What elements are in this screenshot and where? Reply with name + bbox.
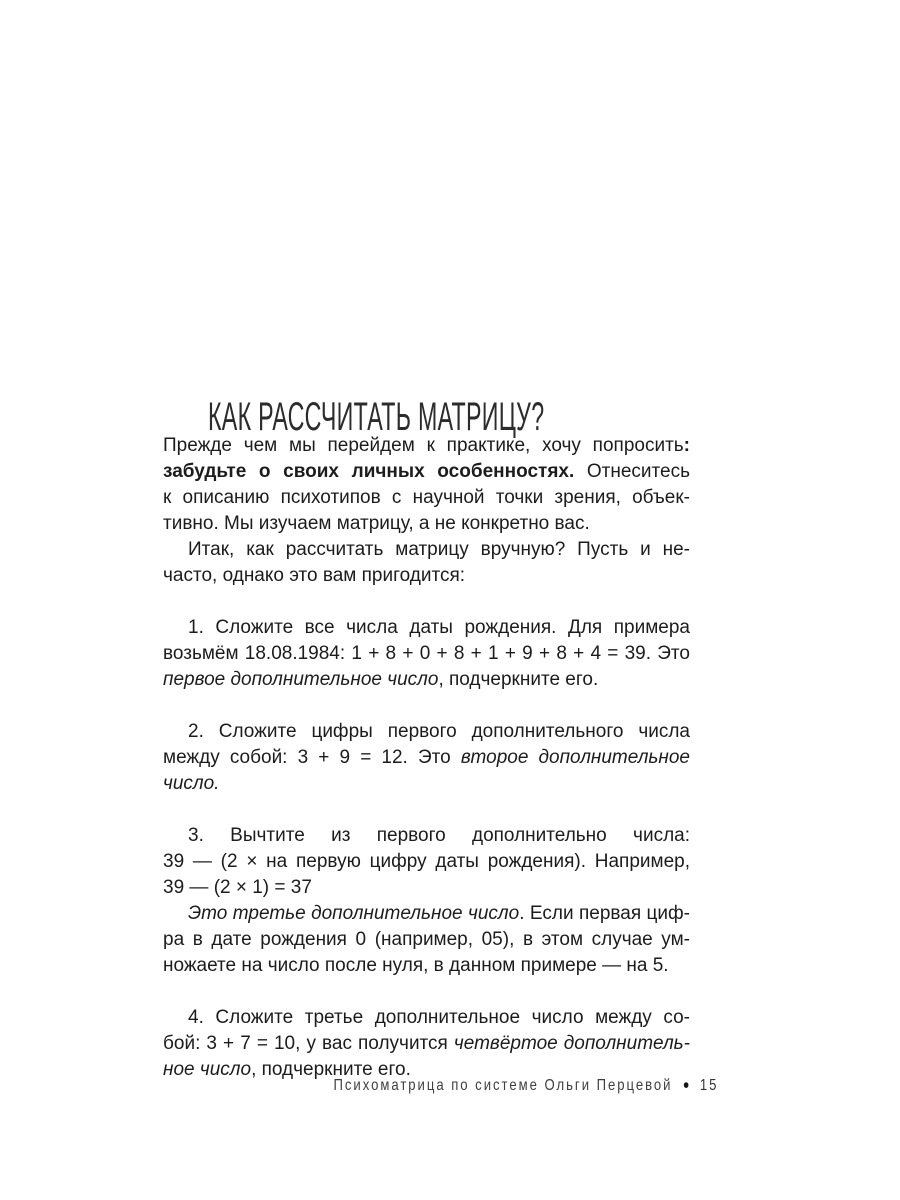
- text-segment: тивно. Мы изучаем матрицу, а не конкретно вас.: [163, 513, 590, 534]
- chapter-title: [163, 394, 848, 439]
- text-line: [163, 641, 690, 667]
- text-line: [163, 459, 690, 485]
- step-3-paragraph: [163, 823, 690, 901]
- text-line: [163, 433, 690, 459]
- text-blocks: [163, 433, 690, 1083]
- text-segment: , подчеркните его.: [438, 669, 599, 690]
- text-line: [163, 511, 690, 537]
- text-segment: 39 — (2 × 1) = 37: [163, 877, 312, 898]
- text-segment: ра в дате рождения 0 (например, 05), в этом случае ум-: [163, 929, 690, 950]
- text-segment: четвёртое дополнитель-: [453, 1033, 690, 1054]
- step-2-paragraph: [163, 719, 690, 797]
- text-line: [163, 953, 690, 979]
- text-segment: первое дополнительное число: [163, 669, 439, 690]
- text-segment: ное число: [163, 1059, 252, 1080]
- step-1-paragraph: [163, 615, 690, 693]
- text-segment: 39 — (2 × на первую цифру даты рождения). Например,: [163, 851, 690, 872]
- text-line: [163, 1031, 690, 1057]
- text-segment: второе дополнительное число.: [163, 747, 690, 794]
- footer-running-title: Психоматрица по системе Ольги Перцевой: [333, 1077, 673, 1094]
- text-line: [163, 1005, 690, 1031]
- text-segment: , подчеркните его.: [251, 1059, 411, 1080]
- text-segment: Итак, как рассчитать матрицу вручную? Пусть и не-: [188, 539, 690, 560]
- text-segment: :: [683, 435, 690, 456]
- text-line: [163, 849, 690, 875]
- text-segment: к описанию психотипов с научной точки зрения, объек-: [163, 487, 690, 508]
- text-segment: ножаете на число после нуля, в данном примере — на 5.: [163, 955, 669, 976]
- text-line: [163, 927, 690, 953]
- text-line: [163, 485, 690, 511]
- text-line: [163, 719, 690, 745]
- text-segment: 1. Сложите все числа даты рождения. Для примера: [188, 617, 690, 638]
- text-line: [163, 745, 690, 797]
- footer-bullet-icon: •: [682, 1074, 689, 1097]
- text-segment: Отнеситесь: [574, 461, 690, 482]
- text-segment: 3. Вычтите из первого дополнительно числа:: [188, 825, 690, 846]
- text-line: [163, 667, 690, 693]
- text-line: [163, 537, 690, 563]
- text-segment: Прежде чем мы перейдем к практике, хочу попросить: [163, 435, 684, 456]
- footer-page-number: 15: [699, 1077, 718, 1094]
- text-segment: 4. Сложите третье дополнительное число между со-: [188, 1007, 690, 1028]
- text-segment: 2. Сложите цифры первого дополнительного числа: [188, 721, 690, 742]
- text-segment: забудьте о своих личных особенностях.: [163, 461, 575, 482]
- text-line: [163, 875, 690, 901]
- page-footer: [333, 1074, 718, 1097]
- step-3-note-paragraph: [163, 901, 690, 979]
- leadin-paragraph: [163, 537, 690, 589]
- chapter-title-text: КАК РАССЧИТАТЬ МАТРИЦУ?: [208, 394, 545, 439]
- step-4-paragraph: [163, 1005, 690, 1083]
- text-segment: . Если первая циф-: [519, 903, 691, 924]
- text-segment: Это третье дополнительное число: [188, 903, 520, 924]
- text-line: [163, 615, 690, 641]
- text-line: [163, 823, 690, 849]
- text-line: [163, 563, 690, 589]
- text-segment: возьмём 18.08.1984: 1 + 8 + 0 + 8 + 1 + 9 + 8 + 4 = 39. Это: [163, 643, 690, 664]
- text-segment: между собой: 3 + 9 = 12. Это: [163, 747, 461, 768]
- text-segment: бой: 3 + 7 = 10, у вас получится: [163, 1033, 454, 1054]
- intro-paragraph: [163, 433, 690, 537]
- text-segment: часто, однако это вам пригодится:: [163, 565, 466, 586]
- text-line: [163, 901, 690, 927]
